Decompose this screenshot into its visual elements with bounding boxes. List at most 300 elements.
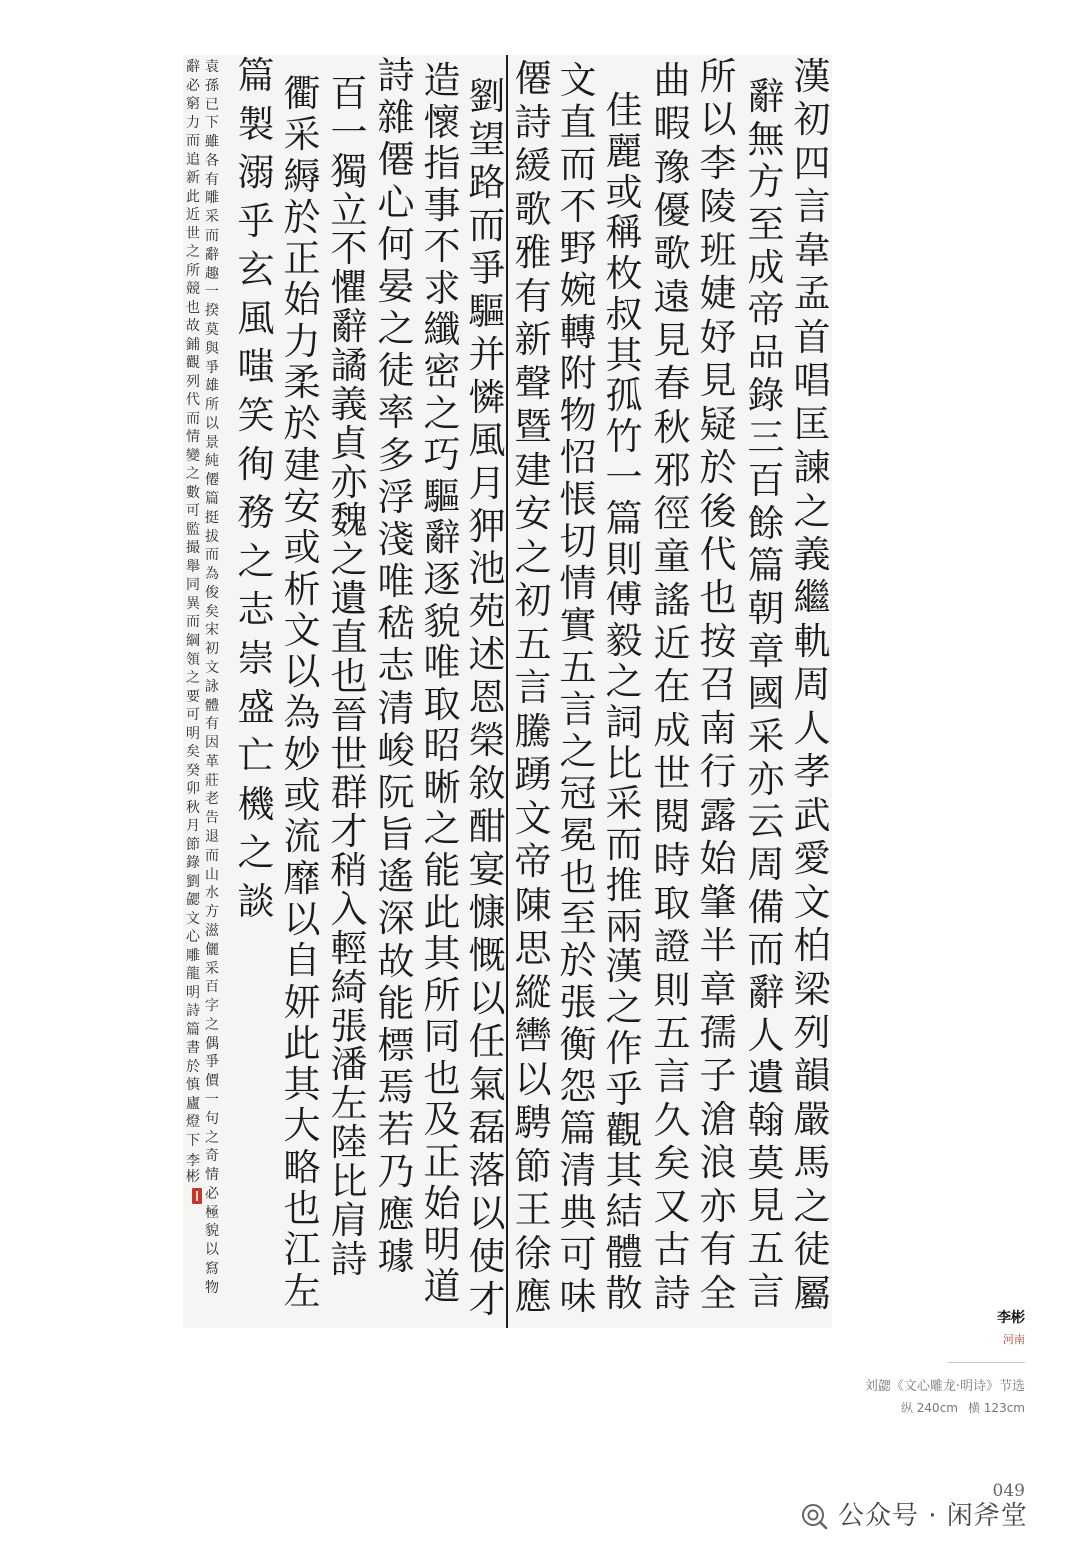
glyph: 明 bbox=[423, 1223, 461, 1267]
glyph: 而 bbox=[205, 847, 219, 864]
glyph: 撮 bbox=[186, 540, 200, 557]
glyph: 驅 bbox=[468, 289, 506, 333]
glyph: 建 bbox=[283, 443, 321, 487]
glyph: 獨 bbox=[330, 149, 368, 193]
glyph: 述 bbox=[468, 633, 506, 677]
glyph: 縟 bbox=[283, 154, 321, 198]
glyph: 云 bbox=[747, 800, 785, 844]
glyph: 五 bbox=[514, 622, 552, 666]
calligraphy-column bbox=[419, 59, 465, 1308]
glyph: 磊 bbox=[468, 1105, 506, 1149]
glyph: 貞 bbox=[330, 421, 368, 465]
work-title: 刘勰《文心雕龙·明诗》节选 bbox=[864, 1379, 1025, 1394]
glyph: 製 bbox=[237, 102, 275, 146]
glyph: 義 bbox=[793, 532, 831, 576]
glyph: 兩 bbox=[605, 904, 643, 948]
glyph: 略 bbox=[283, 1145, 321, 1189]
glyph: 浮 bbox=[377, 475, 415, 519]
glyph: 品 bbox=[747, 331, 785, 375]
glyph: 五 bbox=[653, 1011, 691, 1055]
glyph: 初 bbox=[514, 579, 552, 622]
glyph: 也 bbox=[330, 654, 368, 698]
glyph: 切 bbox=[559, 520, 597, 564]
glyph: 爭 bbox=[205, 359, 219, 376]
glyph: 以 bbox=[205, 1242, 219, 1259]
glyph: 之 bbox=[237, 831, 275, 875]
glyph: 已 bbox=[205, 96, 219, 113]
glyph: 章 bbox=[747, 629, 785, 673]
glyph: 徇 bbox=[237, 442, 275, 486]
glyph: 清 bbox=[559, 1148, 597, 1192]
glyph: 氣 bbox=[468, 1062, 506, 1106]
glyph: 稍 bbox=[330, 849, 368, 893]
glyph: 數 bbox=[186, 484, 200, 501]
glyph: 風 bbox=[468, 418, 506, 462]
glyph: 之 bbox=[330, 538, 368, 582]
glyph: 流 bbox=[283, 815, 321, 859]
glyph: 自 bbox=[283, 939, 321, 983]
glyph: 下 bbox=[205, 115, 219, 132]
glyph: 告 bbox=[205, 810, 219, 827]
glyph: 詩 bbox=[186, 1003, 200, 1020]
glyph: 稱 bbox=[605, 211, 643, 255]
glyph: 所 bbox=[186, 262, 200, 279]
glyph: 勰 bbox=[186, 892, 200, 909]
glyph: 班 bbox=[699, 228, 737, 272]
glyph: 群 bbox=[330, 771, 368, 815]
glyph: 競 bbox=[186, 281, 200, 298]
glyph: 有 bbox=[699, 1228, 737, 1272]
glyph: 可 bbox=[186, 503, 200, 520]
glyph: 事 bbox=[423, 183, 461, 227]
glyph: 唱 bbox=[793, 359, 831, 403]
glyph: 冠 bbox=[559, 771, 597, 815]
glyph: 任 bbox=[468, 1019, 506, 1063]
glyph: 挺 bbox=[205, 509, 219, 526]
glyph: 言 bbox=[514, 666, 552, 709]
glyph: 章 bbox=[699, 967, 737, 1011]
glyph: 世 bbox=[330, 732, 368, 776]
glyph: 燈 bbox=[186, 1114, 200, 1131]
glyph: 則 bbox=[605, 537, 643, 581]
glyph: 焉 bbox=[377, 1066, 415, 1110]
glyph: 而 bbox=[468, 203, 506, 247]
glyph: 傅 bbox=[605, 578, 643, 622]
glyph: 不 bbox=[423, 225, 461, 269]
glyph: 優 bbox=[653, 188, 691, 232]
glyph: 明 bbox=[186, 725, 200, 742]
glyph: 談 bbox=[237, 879, 275, 923]
glyph: 李 bbox=[699, 141, 737, 185]
glyph: 之 bbox=[237, 539, 275, 583]
inscription-column bbox=[203, 60, 221, 1295]
glyph: 其 bbox=[605, 1149, 643, 1193]
glyph: 異 bbox=[186, 595, 200, 612]
glyph: 唯 bbox=[377, 560, 415, 604]
glyph: 晏 bbox=[377, 264, 415, 308]
glyph: 百 bbox=[330, 72, 368, 115]
glyph: 謠 bbox=[653, 578, 691, 622]
glyph: 憐 bbox=[468, 375, 506, 419]
calligraphy-column bbox=[789, 55, 835, 1315]
glyph: 安 bbox=[514, 492, 552, 535]
glyph: 節 bbox=[186, 836, 200, 853]
glyph: 婕 bbox=[699, 272, 737, 316]
glyph: 辭 bbox=[747, 75, 785, 118]
glyph: 之 bbox=[205, 1129, 219, 1146]
glyph: 柏 bbox=[793, 924, 831, 968]
glyph: 方 bbox=[205, 904, 219, 921]
glyph: 為 bbox=[283, 691, 321, 735]
glyph: 於 bbox=[283, 402, 321, 446]
glyph: 舉 bbox=[186, 558, 200, 575]
page-number: 049 bbox=[992, 1481, 1025, 1501]
glyph: 落 bbox=[468, 1148, 506, 1192]
glyph: 古 bbox=[653, 1228, 691, 1272]
glyph: 餘 bbox=[747, 501, 785, 545]
glyph: 百 bbox=[205, 979, 219, 996]
glyph: 僊 bbox=[205, 472, 219, 489]
glyph: 力 bbox=[186, 114, 200, 131]
glyph: 月 bbox=[186, 818, 200, 835]
glyph: 繼 bbox=[793, 576, 831, 620]
glyph: 卯 bbox=[186, 781, 200, 798]
glyph: 召 bbox=[699, 663, 737, 707]
glyph: 有 bbox=[205, 716, 219, 733]
glyph: 務 bbox=[237, 491, 275, 535]
glyph: 嚴 bbox=[793, 1097, 831, 1141]
glyph: 莫 bbox=[205, 321, 219, 338]
glyph: 僊 bbox=[514, 57, 552, 100]
caption-divider bbox=[948, 1362, 1025, 1363]
glyph: 張 bbox=[330, 1004, 368, 1048]
glyph: 綱 bbox=[186, 632, 200, 649]
glyph: 王 bbox=[514, 1188, 552, 1231]
glyph: 故 bbox=[377, 939, 415, 983]
glyph: 之 bbox=[423, 391, 461, 435]
glyph: 則 bbox=[653, 968, 691, 1012]
glyph: 又 bbox=[653, 1185, 691, 1229]
glyph: 陵 bbox=[699, 185, 737, 229]
glyph: 篇 bbox=[559, 1107, 597, 1151]
glyph: 佳 bbox=[605, 89, 643, 132]
glyph: 揆 bbox=[205, 303, 219, 320]
glyph: 慷 bbox=[468, 891, 506, 935]
glyph: 世 bbox=[653, 752, 691, 795]
glyph: 而 bbox=[205, 547, 219, 564]
glyph: 縱 bbox=[514, 970, 552, 1014]
glyph: 水 bbox=[205, 885, 219, 902]
glyph: 錄 bbox=[186, 855, 200, 872]
glyph: 笑 bbox=[237, 394, 275, 438]
glyph: 雕 bbox=[205, 190, 219, 207]
glyph: 矣 bbox=[653, 1141, 691, 1185]
glyph: 也 bbox=[186, 299, 200, 316]
glyph: 南 bbox=[699, 706, 737, 750]
glyph: 豫 bbox=[653, 145, 691, 189]
glyph: 列 bbox=[186, 373, 200, 390]
glyph: 成 bbox=[653, 708, 691, 752]
glyph: 初 bbox=[205, 641, 219, 658]
glyph: 妙 bbox=[283, 732, 321, 776]
glyph: 篇 bbox=[747, 544, 785, 588]
glyph: 所 bbox=[423, 973, 461, 1017]
glyph: 極 bbox=[205, 1204, 219, 1221]
glyph: 應 bbox=[514, 1275, 552, 1318]
glyph: 鋪 bbox=[186, 336, 200, 353]
glyph: 悵 bbox=[559, 478, 597, 522]
glyph: 軌 bbox=[793, 619, 831, 663]
glyph: 文 bbox=[186, 910, 200, 927]
glyph: 望 bbox=[468, 117, 506, 161]
glyph: 散 bbox=[605, 1271, 643, 1315]
calligraphy-column bbox=[510, 57, 556, 1318]
glyph: 辭 bbox=[186, 59, 200, 75]
glyph: 多 bbox=[377, 433, 415, 477]
glyph: 領 bbox=[186, 651, 200, 668]
glyph: 百 bbox=[747, 459, 785, 503]
glyph: 物 bbox=[559, 394, 597, 438]
glyph: 比 bbox=[605, 741, 643, 785]
glyph: 所 bbox=[205, 397, 219, 414]
glyph: 近 bbox=[186, 207, 200, 224]
glyph: 初 bbox=[793, 98, 831, 142]
glyph: 能 bbox=[377, 981, 415, 1025]
glyph: 敘 bbox=[468, 762, 506, 806]
glyph: 無 bbox=[747, 117, 785, 161]
glyph: 不 bbox=[330, 227, 368, 271]
glyph: 篇 bbox=[237, 54, 275, 97]
glyph: 景 bbox=[205, 434, 219, 451]
glyph: 道 bbox=[423, 1264, 461, 1308]
glyph: 朝 bbox=[747, 587, 785, 631]
glyph: 乎 bbox=[237, 199, 275, 243]
artist-region: 河南 bbox=[1003, 1333, 1025, 1346]
glyph: 為 bbox=[205, 566, 219, 583]
glyph: 俊 bbox=[205, 584, 219, 601]
glyph: 安 bbox=[283, 484, 321, 528]
glyph: 不 bbox=[559, 184, 597, 228]
glyph: 機 bbox=[237, 782, 275, 826]
glyph: 才 bbox=[468, 1277, 506, 1321]
glyph: 苑 bbox=[468, 590, 506, 634]
glyph: 文 bbox=[793, 880, 831, 924]
glyph: 月 bbox=[468, 461, 506, 505]
glyph: 逐 bbox=[423, 557, 461, 601]
glyph: 竹 bbox=[605, 415, 643, 459]
glyph: 何 bbox=[377, 222, 415, 266]
glyph: 山 bbox=[205, 866, 219, 883]
glyph: 一 bbox=[205, 1091, 219, 1108]
glyph: 彬 bbox=[186, 1169, 200, 1185]
glyph: 枚 bbox=[605, 252, 643, 296]
calligraphy-column bbox=[326, 72, 372, 1281]
glyph: 左 bbox=[283, 1269, 321, 1313]
glyph: 此 bbox=[283, 1021, 321, 1065]
glyph: 詩 bbox=[653, 1271, 691, 1315]
glyph: 也 bbox=[559, 855, 597, 899]
glyph: 歌 bbox=[653, 232, 691, 276]
glyph: 譎 bbox=[330, 344, 368, 388]
glyph: 暨 bbox=[514, 405, 552, 448]
glyph: 驅 bbox=[423, 474, 461, 518]
glyph: 袁 bbox=[205, 59, 219, 75]
glyph: 宋 bbox=[205, 622, 219, 639]
glyph: 閱 bbox=[653, 795, 691, 839]
glyph: 爭 bbox=[468, 246, 506, 290]
glyph: 肇 bbox=[699, 880, 737, 924]
glyph: 溺 bbox=[237, 151, 275, 195]
glyph: 句 bbox=[205, 1110, 219, 1127]
glyph: 騁 bbox=[514, 1101, 552, 1144]
glyph: 怊 bbox=[559, 436, 597, 480]
glyph: 騰 bbox=[514, 709, 552, 753]
calligraphy-column bbox=[555, 59, 601, 1318]
glyph: 也 bbox=[423, 1056, 461, 1100]
glyph: 典 bbox=[559, 1190, 597, 1234]
glyph: 雕 bbox=[186, 947, 200, 964]
glyph: 以 bbox=[283, 897, 321, 941]
glyph: 以 bbox=[514, 1057, 552, 1101]
glyph: 淺 bbox=[377, 517, 415, 561]
glyph: 璩 bbox=[377, 1234, 415, 1278]
glyph: 也 bbox=[283, 1187, 321, 1231]
artist-signature bbox=[184, 1154, 202, 1184]
glyph: 錄 bbox=[747, 373, 785, 417]
glyph: 文 bbox=[283, 608, 321, 652]
glyph: 其 bbox=[283, 1063, 321, 1107]
glyph: 言 bbox=[653, 1055, 691, 1099]
glyph: 入 bbox=[330, 888, 368, 932]
glyph: 孝 bbox=[793, 750, 831, 794]
glyph: 三 bbox=[747, 416, 785, 460]
glyph: 叔 bbox=[605, 292, 643, 336]
glyph: 觀 bbox=[186, 355, 200, 372]
glyph: 輕 bbox=[330, 926, 368, 970]
glyph: 推 bbox=[605, 863, 643, 907]
glyph: 其 bbox=[423, 932, 461, 976]
glyph: 晰 bbox=[423, 765, 461, 809]
glyph: 冕 bbox=[559, 813, 597, 857]
glyph: 時 bbox=[653, 838, 691, 882]
glyph: 周 bbox=[747, 843, 785, 887]
glyph: 乃 bbox=[377, 1150, 415, 1194]
calligraphy-column bbox=[743, 75, 789, 1313]
glyph: 析 bbox=[283, 567, 321, 611]
glyph: 麗 bbox=[605, 129, 643, 173]
glyph: 宴 bbox=[468, 848, 506, 892]
glyph: 癸 bbox=[186, 762, 200, 779]
glyph: 采 bbox=[605, 782, 643, 826]
glyph: 唯 bbox=[423, 641, 461, 685]
glyph: 亦 bbox=[330, 460, 368, 504]
glyph: 池 bbox=[468, 547, 506, 591]
glyph: 五 bbox=[559, 645, 597, 689]
glyph: 四 bbox=[793, 141, 831, 185]
glyph: 代 bbox=[699, 532, 737, 576]
glyph: 五 bbox=[747, 1227, 785, 1271]
glyph: 衢 bbox=[283, 72, 321, 115]
glyph: 言 bbox=[793, 185, 831, 229]
glyph: 下 bbox=[186, 1132, 200, 1149]
glyph: 雄 bbox=[205, 378, 219, 395]
calligraphy-column bbox=[279, 72, 325, 1313]
glyph: 江 bbox=[283, 1228, 321, 1272]
glyph: 左 bbox=[330, 1082, 368, 1126]
glyph: 詞 bbox=[605, 700, 643, 744]
glyph: 諫 bbox=[793, 446, 831, 490]
glyph: 於 bbox=[699, 446, 737, 490]
glyph: 文 bbox=[205, 660, 219, 676]
glyph: 廬 bbox=[186, 1095, 200, 1112]
glyph: 而 bbox=[559, 142, 597, 186]
glyph: 老 bbox=[205, 791, 219, 808]
glyph: 言 bbox=[747, 1269, 785, 1313]
glyph: 全 bbox=[699, 1271, 737, 1315]
glyph: 使 bbox=[468, 1234, 506, 1278]
glyph: 辭 bbox=[423, 516, 461, 560]
glyph: 屬 bbox=[793, 1271, 831, 1315]
glyph: 子 bbox=[699, 1054, 737, 1098]
glyph: 篇 bbox=[205, 490, 219, 507]
glyph: 證 bbox=[653, 925, 691, 969]
glyph: 求 bbox=[423, 266, 461, 310]
glyph: 愛 bbox=[793, 837, 831, 881]
glyph: 篇 bbox=[605, 496, 643, 540]
glyph: 綺 bbox=[330, 965, 368, 1009]
glyph: 或 bbox=[283, 774, 321, 818]
glyph: 旨 bbox=[377, 813, 415, 857]
glyph: 辭 bbox=[205, 246, 219, 263]
glyph: 取 bbox=[653, 881, 691, 925]
calligraphy-column bbox=[649, 59, 695, 1315]
glyph: 莫 bbox=[747, 1141, 785, 1185]
glyph: 爭 bbox=[205, 1054, 219, 1071]
glyph: 轉 bbox=[559, 310, 597, 354]
glyph: 韻 bbox=[793, 1054, 831, 1098]
glyph: 寫 bbox=[205, 1261, 219, 1277]
glyph: 孫 bbox=[205, 77, 219, 94]
glyph: 春 bbox=[653, 362, 691, 406]
glyph: 以 bbox=[205, 415, 219, 432]
glyph: 巧 bbox=[423, 433, 461, 477]
glyph: 采 bbox=[747, 715, 785, 759]
glyph: 趣 bbox=[205, 265, 219, 282]
height-dimension: 纵 240cm bbox=[900, 1401, 958, 1415]
glyph: 童 bbox=[653, 535, 691, 579]
glyph: 純 bbox=[205, 453, 219, 470]
glyph: 盛 bbox=[237, 685, 275, 729]
glyph: 踴 bbox=[514, 753, 552, 796]
calligraphy-column bbox=[601, 89, 647, 1315]
glyph: 各 bbox=[205, 152, 219, 169]
glyph: 聲 bbox=[514, 361, 552, 405]
glyph: 漢 bbox=[793, 55, 831, 98]
inscription-column bbox=[184, 60, 202, 1148]
glyph: 代 bbox=[186, 392, 200, 409]
glyph: 或 bbox=[605, 170, 643, 214]
glyph: 之 bbox=[793, 489, 831, 533]
glyph: 必 bbox=[186, 77, 200, 94]
glyph: 昭 bbox=[423, 724, 461, 768]
glyph: 書 bbox=[186, 1040, 200, 1057]
glyph: 於 bbox=[559, 939, 597, 983]
glyph: 以 bbox=[468, 1191, 506, 1235]
glyph: 滋 bbox=[205, 922, 219, 939]
glyph: 才 bbox=[330, 810, 368, 854]
glyph: 懷 bbox=[423, 100, 461, 144]
glyph: 魏 bbox=[330, 499, 368, 543]
